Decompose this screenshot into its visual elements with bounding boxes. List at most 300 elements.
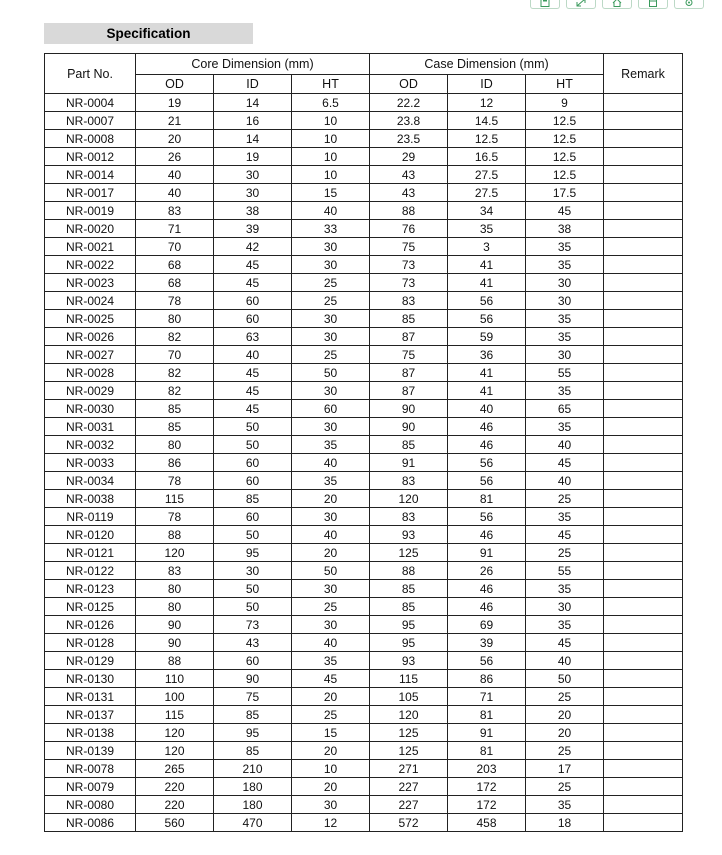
cell-case-ht: 40	[526, 472, 604, 490]
cell-case-id: 3	[448, 238, 526, 256]
cell-case-od: 227	[370, 796, 448, 814]
cell-core-od: 120	[136, 724, 214, 742]
cell-case-ht: 40	[526, 436, 604, 454]
table-row	[45, 724, 683, 742]
cell-case-ht: 12.5	[526, 148, 604, 166]
header-case-dimension: Case Dimension (mm)	[370, 54, 604, 75]
cell-core-id: 40	[214, 346, 292, 364]
cell-core-ht: 50	[292, 364, 370, 382]
cell-core-od: 78	[136, 508, 214, 526]
cell-remark	[604, 670, 683, 688]
cell-core-od: 86	[136, 454, 214, 472]
cell-part-no: NR-0086	[45, 814, 136, 832]
cell-case-od: 120	[370, 706, 448, 724]
cell-core-ht: 30	[292, 616, 370, 634]
cell-remark	[604, 508, 683, 526]
table-row	[45, 418, 683, 436]
cell-case-od: 88	[370, 562, 448, 580]
cell-part-no: NR-0123	[45, 580, 136, 598]
cell-core-id: 75	[214, 688, 292, 706]
cell-case-ht: 30	[526, 346, 604, 364]
cell-part-no: NR-0024	[45, 292, 136, 310]
cell-case-id: 46	[448, 526, 526, 544]
cell-case-ht: 12.5	[526, 166, 604, 184]
cell-core-od: 90	[136, 616, 214, 634]
cell-core-id: 45	[214, 364, 292, 382]
cell-core-id: 73	[214, 616, 292, 634]
cell-case-ht: 12.5	[526, 130, 604, 148]
header-case-ht: HT	[526, 75, 604, 94]
cell-case-od: 23.5	[370, 130, 448, 148]
table-row	[45, 202, 683, 220]
cell-case-id: 56	[448, 454, 526, 472]
cell-case-id: 46	[448, 436, 526, 454]
cell-case-ht: 35	[526, 328, 604, 346]
cell-core-ht: 40	[292, 526, 370, 544]
cell-core-ht: 60	[292, 400, 370, 418]
cell-core-id: 63	[214, 328, 292, 346]
cell-core-id: 50	[214, 598, 292, 616]
cell-case-od: 83	[370, 508, 448, 526]
home-icon[interactable]	[602, 0, 632, 9]
cell-case-od: 95	[370, 616, 448, 634]
cell-case-ht: 35	[526, 382, 604, 400]
table-row	[45, 436, 683, 454]
table-row	[45, 382, 683, 400]
save-icon[interactable]	[530, 0, 560, 9]
cell-core-ht: 30	[292, 382, 370, 400]
table-row	[45, 778, 683, 796]
cell-core-od: 21	[136, 112, 214, 130]
cell-core-od: 68	[136, 256, 214, 274]
cell-core-od: 80	[136, 598, 214, 616]
cell-case-id: 86	[448, 670, 526, 688]
cell-case-od: 90	[370, 418, 448, 436]
cell-case-ht: 40	[526, 652, 604, 670]
cell-case-od: 29	[370, 148, 448, 166]
cell-remark	[604, 580, 683, 598]
cell-part-no: NR-0021	[45, 238, 136, 256]
cell-core-ht: 45	[292, 670, 370, 688]
cell-remark	[604, 760, 683, 778]
cell-core-id: 180	[214, 796, 292, 814]
cell-core-ht: 40	[292, 202, 370, 220]
cell-remark	[604, 526, 683, 544]
cell-remark	[604, 706, 683, 724]
cell-part-no: NR-0033	[45, 454, 136, 472]
cell-case-od: 115	[370, 670, 448, 688]
cell-core-ht: 30	[292, 256, 370, 274]
cell-case-od: 76	[370, 220, 448, 238]
table-row	[45, 238, 683, 256]
cell-case-od: 87	[370, 328, 448, 346]
cell-case-od: 87	[370, 364, 448, 382]
cell-core-id: 14	[214, 130, 292, 148]
table-row	[45, 310, 683, 328]
cell-core-id: 45	[214, 400, 292, 418]
cell-core-id: 85	[214, 706, 292, 724]
cell-core-od: 78	[136, 472, 214, 490]
cell-case-ht: 45	[526, 526, 604, 544]
cell-case-id: 39	[448, 634, 526, 652]
cell-remark	[604, 292, 683, 310]
cell-part-no: NR-0079	[45, 778, 136, 796]
cell-part-no: NR-0125	[45, 598, 136, 616]
cell-case-id: 34	[448, 202, 526, 220]
cell-core-od: 220	[136, 778, 214, 796]
cell-core-id: 95	[214, 544, 292, 562]
cell-part-no: NR-0131	[45, 688, 136, 706]
cell-core-od: 82	[136, 364, 214, 382]
table-row	[45, 220, 683, 238]
cell-case-id: 27.5	[448, 184, 526, 202]
cell-case-ht: 20	[526, 706, 604, 724]
cell-case-ht: 65	[526, 400, 604, 418]
cell-core-ht: 25	[292, 274, 370, 292]
cell-core-od: 40	[136, 184, 214, 202]
cell-remark	[604, 778, 683, 796]
cell-core-ht: 30	[292, 238, 370, 256]
cell-core-id: 50	[214, 526, 292, 544]
table-row	[45, 670, 683, 688]
cell-core-ht: 25	[292, 598, 370, 616]
cell-core-ht: 25	[292, 292, 370, 310]
cell-core-ht: 6.5	[292, 94, 370, 112]
cell-core-od: 85	[136, 418, 214, 436]
cell-core-od: 83	[136, 562, 214, 580]
cell-core-od: 26	[136, 148, 214, 166]
cell-core-ht: 15	[292, 184, 370, 202]
cell-core-id: 180	[214, 778, 292, 796]
expand-icon[interactable]	[566, 0, 596, 9]
cell-remark	[604, 598, 683, 616]
cell-case-ht: 35	[526, 310, 604, 328]
cell-case-od: 23.8	[370, 112, 448, 130]
cell-core-od: 220	[136, 796, 214, 814]
cell-part-no: NR-0030	[45, 400, 136, 418]
cell-case-ht: 30	[526, 292, 604, 310]
cell-core-id: 38	[214, 202, 292, 220]
cell-remark	[604, 94, 683, 112]
cell-case-id: 59	[448, 328, 526, 346]
cell-case-od: 271	[370, 760, 448, 778]
cell-core-od: 115	[136, 706, 214, 724]
cell-part-no: NR-0078	[45, 760, 136, 778]
cell-case-od: 90	[370, 400, 448, 418]
cell-case-id: 46	[448, 598, 526, 616]
cell-core-ht: 30	[292, 418, 370, 436]
cell-part-no: NR-0032	[45, 436, 136, 454]
cell-case-od: 105	[370, 688, 448, 706]
cell-case-id: 41	[448, 382, 526, 400]
cell-case-id: 91	[448, 544, 526, 562]
cell-core-ht: 10	[292, 760, 370, 778]
cell-part-no: NR-0022	[45, 256, 136, 274]
cell-core-od: 71	[136, 220, 214, 238]
cell-core-od: 100	[136, 688, 214, 706]
cell-core-id: 85	[214, 742, 292, 760]
cell-remark	[604, 472, 683, 490]
cell-part-no: NR-0137	[45, 706, 136, 724]
cell-core-ht: 12	[292, 814, 370, 832]
cell-case-od: 43	[370, 184, 448, 202]
cell-case-ht: 35	[526, 508, 604, 526]
cell-core-ht: 30	[292, 796, 370, 814]
cell-core-id: 16	[214, 112, 292, 130]
cell-core-ht: 25	[292, 346, 370, 364]
cell-case-id: 46	[448, 580, 526, 598]
cell-case-id: 172	[448, 778, 526, 796]
cell-remark	[604, 346, 683, 364]
cell-remark	[604, 634, 683, 652]
cell-case-od: 95	[370, 634, 448, 652]
table-row	[45, 454, 683, 472]
cell-core-ht: 15	[292, 724, 370, 742]
table-row	[45, 652, 683, 670]
cell-core-od: 110	[136, 670, 214, 688]
cell-core-id: 14	[214, 94, 292, 112]
cell-case-ht: 9	[526, 94, 604, 112]
cell-remark	[604, 544, 683, 562]
header-case-od: OD	[370, 75, 448, 94]
header-remark: Remark	[604, 54, 683, 94]
cell-part-no: NR-0126	[45, 616, 136, 634]
table-row	[45, 112, 683, 130]
cell-core-id: 85	[214, 490, 292, 508]
cell-part-no: NR-0020	[45, 220, 136, 238]
cell-case-id: 35	[448, 220, 526, 238]
cell-remark	[604, 616, 683, 634]
cell-core-id: 42	[214, 238, 292, 256]
specification-table	[44, 53, 683, 832]
table-row	[45, 328, 683, 346]
cell-case-id: 81	[448, 742, 526, 760]
cell-case-id: 46	[448, 418, 526, 436]
cell-case-ht: 38	[526, 220, 604, 238]
cell-core-od: 80	[136, 436, 214, 454]
cell-case-od: 22.2	[370, 94, 448, 112]
cell-part-no: NR-0119	[45, 508, 136, 526]
header-row-columns	[45, 75, 683, 94]
cell-part-no: NR-0034	[45, 472, 136, 490]
cell-part-no: NR-0017	[45, 184, 136, 202]
table-row	[45, 526, 683, 544]
header-core-id: ID	[214, 75, 292, 94]
cell-case-ht: 30	[526, 274, 604, 292]
cell-remark	[604, 724, 683, 742]
cell-core-od: 82	[136, 382, 214, 400]
cell-part-no: NR-0012	[45, 148, 136, 166]
table-row	[45, 364, 683, 382]
cell-remark	[604, 814, 683, 832]
cell-remark	[604, 364, 683, 382]
cell-core-id: 45	[214, 256, 292, 274]
cell-case-ht: 45	[526, 634, 604, 652]
cell-case-od: 83	[370, 472, 448, 490]
cell-case-od: 227	[370, 778, 448, 796]
table-row	[45, 706, 683, 724]
cell-remark	[604, 400, 683, 418]
cell-core-ht: 20	[292, 778, 370, 796]
section-title: Specification	[44, 23, 253, 44]
cell-core-id: 30	[214, 166, 292, 184]
table-row	[45, 256, 683, 274]
cell-case-id: 69	[448, 616, 526, 634]
cell-case-od: 125	[370, 724, 448, 742]
table-row	[45, 508, 683, 526]
cell-case-ht: 35	[526, 256, 604, 274]
cell-core-id: 210	[214, 760, 292, 778]
table-row	[45, 400, 683, 418]
table-row	[45, 760, 683, 778]
table-row	[45, 292, 683, 310]
cell-core-id: 60	[214, 310, 292, 328]
cell-case-id: 56	[448, 652, 526, 670]
cell-core-od: 78	[136, 292, 214, 310]
cell-core-id: 95	[214, 724, 292, 742]
cell-case-od: 93	[370, 526, 448, 544]
cell-part-no: NR-0139	[45, 742, 136, 760]
cell-core-ht: 20	[292, 544, 370, 562]
cell-case-id: 14.5	[448, 112, 526, 130]
cell-part-no: NR-0008	[45, 130, 136, 148]
cell-core-id: 30	[214, 562, 292, 580]
cell-core-id: 19	[214, 148, 292, 166]
cell-remark	[604, 274, 683, 292]
cell-remark	[604, 238, 683, 256]
cell-case-od: 120	[370, 490, 448, 508]
cell-case-ht: 35	[526, 796, 604, 814]
cell-core-ht: 33	[292, 220, 370, 238]
cell-core-ht: 10	[292, 112, 370, 130]
cell-part-no: NR-0014	[45, 166, 136, 184]
cell-case-id: 16.5	[448, 148, 526, 166]
table-row	[45, 562, 683, 580]
table-row	[45, 814, 683, 832]
cell-part-no: NR-0128	[45, 634, 136, 652]
cell-core-id: 45	[214, 382, 292, 400]
cell-case-od: 87	[370, 382, 448, 400]
cell-part-no: NR-0027	[45, 346, 136, 364]
cell-case-od: 85	[370, 598, 448, 616]
cell-part-no: NR-0120	[45, 526, 136, 544]
cell-remark	[604, 652, 683, 670]
cell-core-od: 88	[136, 652, 214, 670]
cell-part-no: NR-0138	[45, 724, 136, 742]
cell-remark	[604, 220, 683, 238]
cell-core-id: 60	[214, 652, 292, 670]
cell-case-ht: 25	[526, 490, 604, 508]
cell-case-id: 56	[448, 472, 526, 490]
cell-core-id: 470	[214, 814, 292, 832]
cell-remark	[604, 202, 683, 220]
cell-part-no: NR-0023	[45, 274, 136, 292]
table-row	[45, 472, 683, 490]
cell-case-ht: 55	[526, 364, 604, 382]
table-row	[45, 184, 683, 202]
cell-core-ht: 25	[292, 706, 370, 724]
cell-case-od: 85	[370, 310, 448, 328]
cell-core-ht: 30	[292, 310, 370, 328]
cell-core-ht: 40	[292, 454, 370, 472]
table-row	[45, 616, 683, 634]
cell-case-id: 81	[448, 706, 526, 724]
table-row	[45, 580, 683, 598]
cell-case-id: 71	[448, 688, 526, 706]
cell-core-id: 50	[214, 418, 292, 436]
cell-remark	[604, 796, 683, 814]
cell-case-id: 27.5	[448, 166, 526, 184]
cell-remark	[604, 328, 683, 346]
cell-core-ht: 30	[292, 328, 370, 346]
cell-case-id: 56	[448, 310, 526, 328]
cell-case-id: 203	[448, 760, 526, 778]
cell-core-ht: 20	[292, 688, 370, 706]
cell-case-ht: 35	[526, 580, 604, 598]
toolbar	[530, 0, 704, 9]
table-row	[45, 130, 683, 148]
cell-case-od: 83	[370, 292, 448, 310]
cell-part-no: NR-0130	[45, 670, 136, 688]
cell-remark	[604, 490, 683, 508]
cell-case-od: 43	[370, 166, 448, 184]
cell-core-od: 560	[136, 814, 214, 832]
cell-core-od: 85	[136, 400, 214, 418]
cell-core-ht: 10	[292, 148, 370, 166]
cell-part-no: NR-0029	[45, 382, 136, 400]
cell-part-no: NR-0004	[45, 94, 136, 112]
cell-case-od: 85	[370, 580, 448, 598]
table-row	[45, 148, 683, 166]
cell-case-ht: 20	[526, 724, 604, 742]
cell-core-id: 39	[214, 220, 292, 238]
cell-part-no: NR-0026	[45, 328, 136, 346]
cell-core-id: 60	[214, 508, 292, 526]
cell-part-no: NR-0038	[45, 490, 136, 508]
cell-case-ht: 35	[526, 238, 604, 256]
table-row	[45, 796, 683, 814]
cell-remark	[604, 688, 683, 706]
cell-part-no: NR-0028	[45, 364, 136, 382]
header-core-od: OD	[136, 75, 214, 94]
header-row-groups	[45, 54, 683, 75]
cell-case-od: 93	[370, 652, 448, 670]
cell-core-id: 60	[214, 292, 292, 310]
settings-icon[interactable]	[674, 0, 704, 9]
cell-core-od: 88	[136, 526, 214, 544]
cell-remark	[604, 436, 683, 454]
cell-core-od: 70	[136, 238, 214, 256]
cell-remark	[604, 184, 683, 202]
cell-core-id: 60	[214, 472, 292, 490]
cell-remark	[604, 166, 683, 184]
cell-case-od: 125	[370, 742, 448, 760]
cell-case-ht: 18	[526, 814, 604, 832]
table-row	[45, 598, 683, 616]
cell-case-ht: 30	[526, 598, 604, 616]
cell-case-ht: 25	[526, 778, 604, 796]
cell-core-id: 30	[214, 184, 292, 202]
cell-case-id: 12	[448, 94, 526, 112]
cell-core-od: 83	[136, 202, 214, 220]
cell-case-ht: 55	[526, 562, 604, 580]
cell-core-ht: 35	[292, 436, 370, 454]
cell-core-ht: 40	[292, 634, 370, 652]
cell-case-id: 458	[448, 814, 526, 832]
bookmark-icon[interactable]	[638, 0, 668, 9]
cell-case-ht: 25	[526, 742, 604, 760]
table-row	[45, 688, 683, 706]
